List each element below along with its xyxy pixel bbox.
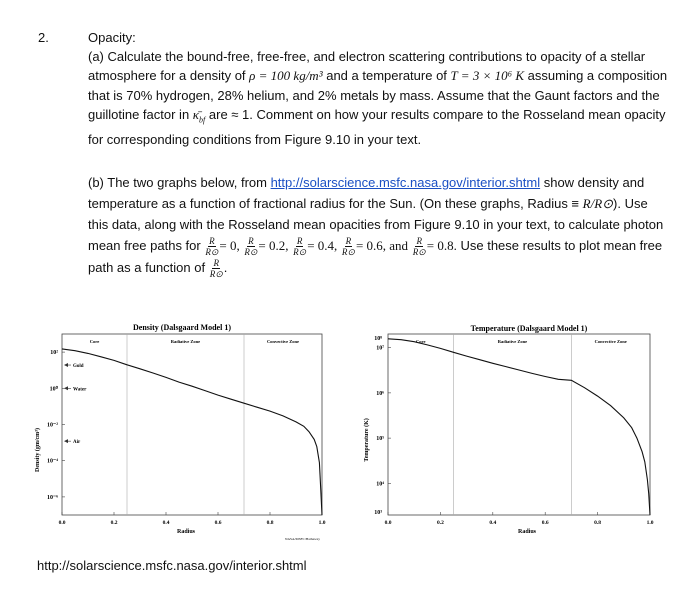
- x-tick-label: 0.8: [594, 520, 602, 526]
- question-number: 2.: [38, 30, 49, 45]
- temperature-chart: [360, 320, 665, 545]
- density-chart-container: [30, 320, 330, 545]
- x-tick-label: 1.0: [318, 520, 326, 526]
- part-b-intro: (b) The two graphs below, from: [88, 175, 267, 190]
- part-b-block: [88, 172, 668, 279]
- part-a-label: (a) Calculate the bound-free, free-free, and electron scattering contributions to opacity of a stellar atmosphere for a density of: [88, 49, 646, 84]
- marker-label: Water: [73, 387, 87, 393]
- rho-expression: ρ = 100 kg/m³: [249, 68, 323, 84]
- kappa-bf: $\kappā_{bf}$: [192, 106, 206, 125]
- approx-text: are ≈ 1.: [208, 106, 253, 122]
- x-axis-label: Radius: [176, 529, 196, 535]
- y-tick-label: 10⁴: [376, 481, 384, 488]
- x-tick-label: 0.4: [162, 520, 170, 526]
- part-b-after-url: show density and temperature as a function of fractional radius for the Sun. (On these graphs, Radius ≡: [88, 175, 645, 211]
- t-intro: and a temperature of: [326, 68, 447, 84]
- y-tick-label: 10⁻⁶: [47, 494, 58, 501]
- fraction-r-rsun: $\frac{R}{R⊙}$: [209, 258, 223, 280]
- temperature-expression: T = 3 × 10⁶ K: [450, 68, 525, 84]
- zone-label: Radiative Zone: [497, 339, 528, 344]
- chart-title: Density (Dalsgaard Model 1): [133, 323, 231, 332]
- density-chart: [30, 320, 330, 545]
- part-a-text: [88, 47, 668, 149]
- zone-label: Core: [89, 339, 100, 344]
- x-tick-label: 0.8: [266, 520, 274, 526]
- zone-label: Core: [416, 339, 426, 344]
- question-title: Opacity:: [88, 30, 136, 45]
- y-tick-label: 10⁻⁴: [47, 458, 58, 465]
- y-axis-label: Density (gm/cm³): [35, 428, 41, 472]
- part-a-block: [88, 28, 668, 149]
- y-axis-label: Temperature (K): [364, 418, 370, 462]
- x-tick-label: 0.2: [110, 520, 118, 526]
- footer-url: http://solarscience.msfc.nasa.gov/interior.shtml: [37, 558, 307, 573]
- y-top-label: 10⁸: [374, 336, 382, 342]
- chart-title: Temperature (Dalsgaard Model 1): [470, 324, 588, 333]
- plot-frame: [388, 334, 650, 515]
- value-0-8: = 0.8.: [426, 238, 457, 253]
- temperature-chart-container: [360, 320, 665, 545]
- x-tick-label: 0.2: [436, 520, 444, 526]
- composition-text: assuming a composition that is 70% hydrogen, 28% helium, and 2% metals by mass. Assume that the Gaunt factors and the guillotine factor in: [88, 68, 668, 122]
- marker-label: Gold: [73, 364, 84, 370]
- x-tick-label: 0.6: [541, 520, 549, 526]
- source-link[interactable]: http://solarscience.msfc.nasa.gov/interior.shtml: [270, 175, 541, 190]
- final-text: these results to plot mean free path as a function of: [88, 238, 663, 276]
- x-tick-label: 0.0: [58, 520, 66, 526]
- value-0-4: = 0.4,: [307, 238, 338, 253]
- x-axis-label: Radius: [517, 529, 537, 535]
- marker-label: Air: [73, 440, 81, 446]
- fraction-r-rsun: $\frac{R}{R⊙}$: [205, 236, 219, 258]
- plot-frame: [62, 334, 322, 515]
- y-tick-label: 10⁻²: [47, 422, 58, 429]
- x-tick-label: 0.4: [489, 520, 497, 526]
- value-0-2: = 0.2,: [258, 238, 289, 253]
- y-tick-label: 10⁷: [376, 345, 384, 352]
- comment-text: Comment on how your results compare to the Rosseland mean opacity for corresponding conditions from Figure 9.10 in your text.: [88, 106, 666, 147]
- y-tick-label: 10⁵: [376, 436, 384, 443]
- y-tick-label: 10⁶: [376, 390, 384, 397]
- zone-label: Radiative Zone: [170, 339, 201, 344]
- part-b-text: [88, 172, 668, 279]
- zone-label: Convective Zone: [594, 339, 627, 344]
- y-tick-label: 10⁰: [49, 386, 58, 393]
- fraction-r-rsun: $\frac{R}{R⊙}$: [244, 236, 258, 258]
- radius-definition: R/R⊙: [582, 196, 614, 211]
- fraction-r-rsun: $\frac{R}{R⊙}$: [412, 236, 426, 258]
- y-tick-label: 10²: [50, 350, 58, 357]
- chart-footnote: NASA/MSFC/Hathaway: [284, 537, 320, 541]
- use-text: Use: [460, 238, 484, 253]
- y-bottom-label: 10³: [374, 510, 382, 516]
- x-tick-label: 1.0: [646, 520, 654, 526]
- value-0-6: = 0.6, and: [355, 238, 409, 253]
- x-tick-label: 0.0: [384, 520, 392, 526]
- zone-label: Convective Zone: [266, 339, 300, 344]
- fraction-r-rsun: $\frac{R}{R⊙}$: [293, 236, 307, 258]
- part-b-after-def: ). Use this data, along with the Rosseland mean opacities from Figure 9.10 in your text, to calculate photon mean free paths for: [88, 196, 664, 253]
- final-end: .: [223, 260, 228, 276]
- fraction-r-rsun: $\frac{R}{R⊙}$: [341, 236, 355, 258]
- value-0: = 0,: [219, 238, 240, 253]
- x-tick-label: 0.6: [214, 520, 222, 526]
